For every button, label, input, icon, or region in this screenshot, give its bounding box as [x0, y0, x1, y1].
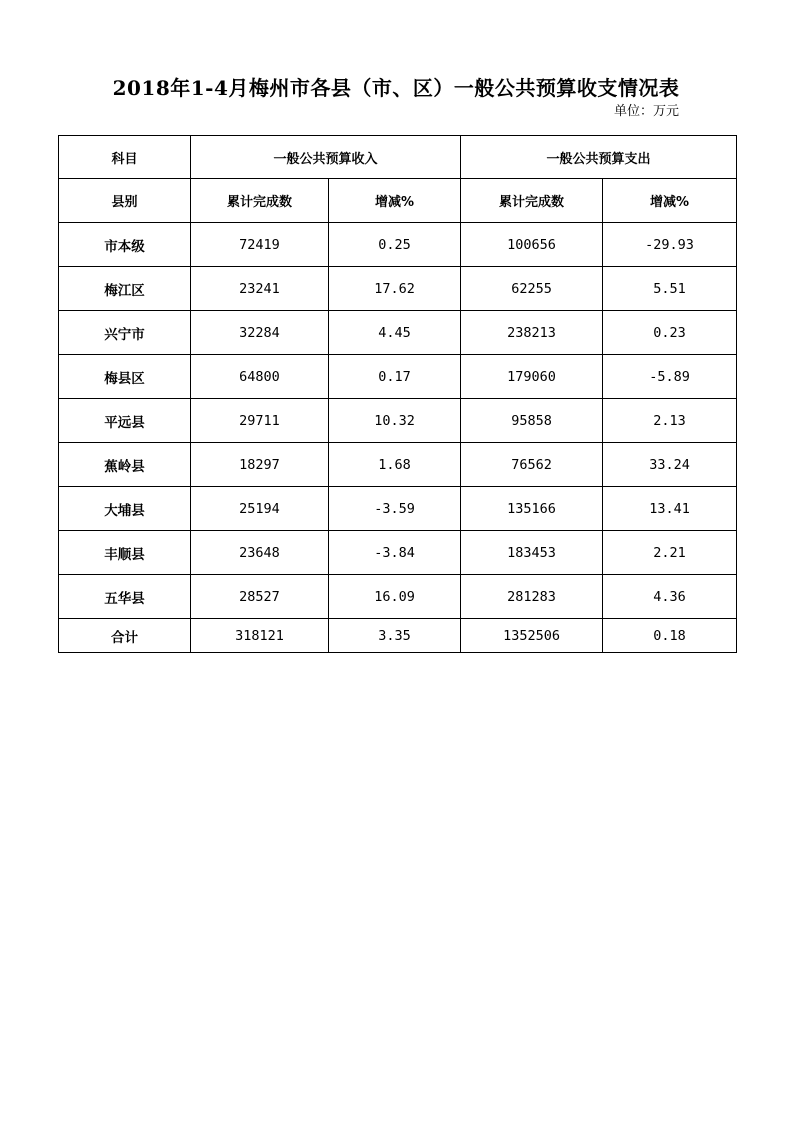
table-row — [59, 311, 737, 355]
header-income-change: 增减% — [329, 179, 461, 223]
page-title: 2018年1-4月梅州市各县（市、区）一般公共预算收支情况表 — [112, 76, 680, 100]
income-total-cell: 29711 — [191, 399, 329, 443]
income-change-cell: -3.59 — [329, 487, 461, 531]
exp-change-cell: 2.13 — [603, 399, 737, 443]
exp-total-cell: 1352506 — [461, 619, 603, 653]
table-row — [59, 531, 737, 575]
income-change-cell: 4.45 — [329, 311, 461, 355]
table-row — [59, 443, 737, 487]
table-row — [59, 355, 737, 399]
county-name-cell: 蕉岭县 — [59, 443, 191, 487]
county-name-cell: 丰顺县 — [59, 531, 191, 575]
income-total-cell: 18297 — [191, 443, 329, 487]
exp-total-cell: 76562 — [461, 443, 603, 487]
exp-change-cell: -29.93 — [603, 223, 737, 267]
exp-change-cell: -5.89 — [603, 355, 737, 399]
unit-label: 单位：万元 — [613, 104, 679, 119]
income-change-cell: 0.25 — [329, 223, 461, 267]
county-name-cell: 五华县 — [59, 575, 191, 619]
exp-total-cell: 95858 — [461, 399, 603, 443]
table-row — [59, 575, 737, 619]
county-name-cell: 兴宁市 — [59, 311, 191, 355]
exp-total-cell: 183453 — [461, 531, 603, 575]
income-change-cell: 1.68 — [329, 443, 461, 487]
exp-total-cell: 100656 — [461, 223, 603, 267]
income-change-cell: 10.32 — [329, 399, 461, 443]
county-name-cell: 大埔县 — [59, 487, 191, 531]
exp-change-cell: 0.23 — [603, 311, 737, 355]
income-total-cell: 72419 — [191, 223, 329, 267]
income-total-cell: 32284 — [191, 311, 329, 355]
income-total-cell: 25194 — [191, 487, 329, 531]
budget-table — [58, 135, 737, 653]
income-total-cell: 28527 — [191, 575, 329, 619]
exp-change-cell: 0.18 — [603, 619, 737, 653]
table-row — [59, 399, 737, 443]
county-name-cell: 梅县区 — [59, 355, 191, 399]
header-income-cumulative: 累计完成数 — [191, 179, 329, 223]
header-row-sub — [59, 179, 737, 223]
exp-change-cell: 13.41 — [603, 487, 737, 531]
county-name-cell: 市本级 — [59, 223, 191, 267]
exp-change-cell: 2.21 — [603, 531, 737, 575]
table-row — [59, 487, 737, 531]
header-income: 一般公共预算收入 — [191, 136, 461, 179]
exp-total-cell: 281283 — [461, 575, 603, 619]
exp-total-cell: 135166 — [461, 487, 603, 531]
income-total-cell: 23241 — [191, 267, 329, 311]
exp-change-cell: 4.36 — [603, 575, 737, 619]
header-county: 县别 — [59, 179, 191, 223]
income-change-cell: 17.62 — [329, 267, 461, 311]
header-exp-change: 增减% — [603, 179, 737, 223]
county-name-cell: 梅江区 — [59, 267, 191, 311]
county-name-cell: 合计 — [59, 619, 191, 653]
income-change-cell: 3.35 — [329, 619, 461, 653]
exp-change-cell: 5.51 — [603, 267, 737, 311]
income-total-cell: 318121 — [191, 619, 329, 653]
header-exp-cumulative: 累计完成数 — [461, 179, 603, 223]
exp-total-cell: 179060 — [461, 355, 603, 399]
header-subject: 科目 — [59, 136, 191, 179]
total-row — [59, 619, 737, 653]
table-row — [59, 267, 737, 311]
table-row — [59, 223, 737, 267]
exp-total-cell: 238213 — [461, 311, 603, 355]
income-change-cell: 16.09 — [329, 575, 461, 619]
income-change-cell: -3.84 — [329, 531, 461, 575]
header-row-top — [59, 136, 737, 179]
income-change-cell: 0.17 — [329, 355, 461, 399]
exp-total-cell: 62255 — [461, 267, 603, 311]
income-total-cell: 23648 — [191, 531, 329, 575]
budget-table-body — [59, 136, 737, 653]
county-name-cell: 平远县 — [59, 399, 191, 443]
header-expenditure: 一般公共预算支出 — [461, 136, 737, 179]
income-total-cell: 64800 — [191, 355, 329, 399]
exp-change-cell: 33.24 — [603, 443, 737, 487]
